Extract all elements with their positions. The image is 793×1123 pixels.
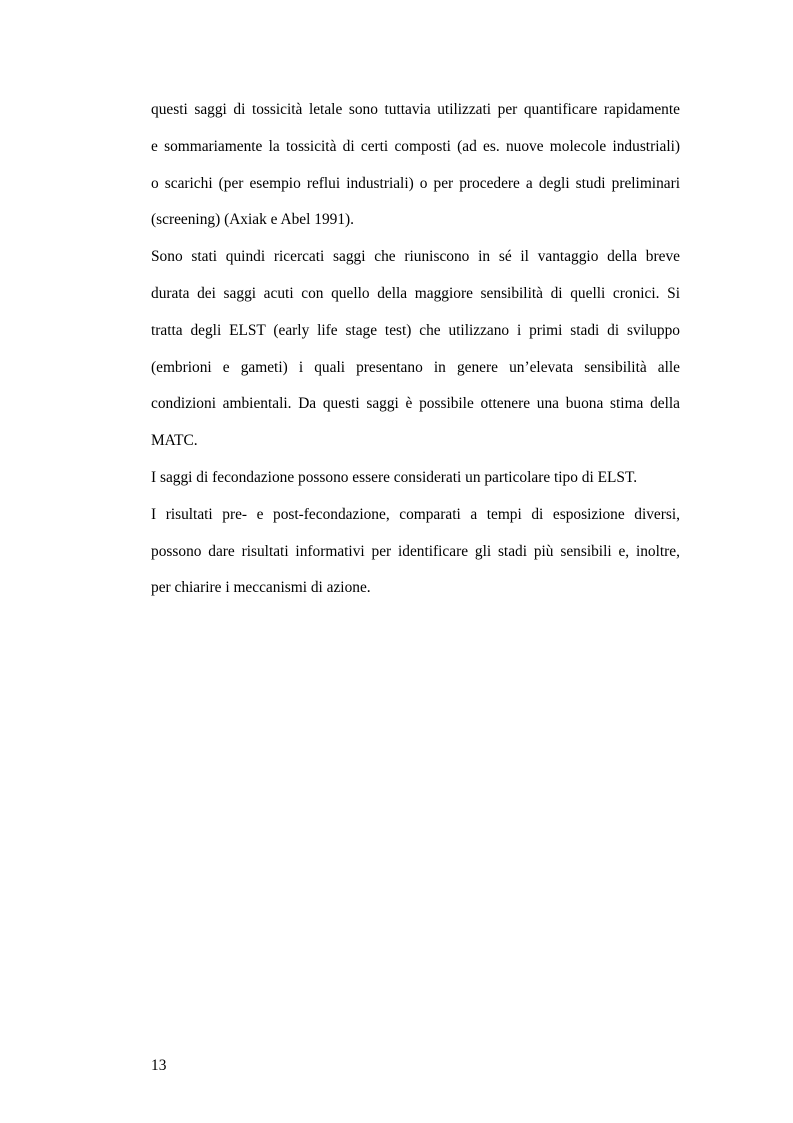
paragraph-3: [151, 460, 680, 497]
text-line: Sono stati quindi ricercati saggi che riuniscono in sé il vantaggio della breve: [151, 248, 680, 266]
text-line: I risultati pre- e post-fecondazione, comparati a tempi di esposizione diversi,: [151, 505, 680, 523]
body-text: [151, 92, 680, 607]
text-line: o scarichi (per esempio reflui industriali) o per procedere a degli studi preliminari: [151, 174, 680, 192]
text-line: (screening) (Axiak e Abel 1991).: [151, 211, 355, 229]
text-line: MATC.: [151, 432, 198, 450]
text-line: durata dei saggi acuti con quello della maggiore sensibilità di quelli cronici. Si: [151, 284, 680, 302]
paragraph-1: [151, 92, 680, 239]
page-number: 13: [151, 1057, 167, 1074]
paragraph-2: [151, 239, 680, 460]
text-line: e sommariamente la tossicità di certi composti (ad es. nuove molecole industriali): [151, 137, 680, 155]
text-line: per chiarire i meccanismi di azione.: [151, 579, 371, 597]
text-line: possono dare risultati informativi per identificare gli stadi più sensibili e, inoltre,: [151, 542, 680, 560]
text-line: I saggi di fecondazione possono essere considerati un particolare tipo di ELST.: [151, 468, 638, 486]
paragraph-4: [151, 497, 680, 607]
text-line: condizioni ambientali. Da questi saggi è possibile ottenere una buona stima della: [151, 395, 680, 413]
text-line: questi saggi di tossicità letale sono tuttavia utilizzati per quantificare rapidamente: [151, 101, 680, 118]
text-line: (embrioni e gameti) i quali presentano in genere un’elevata sensibilità alle: [151, 358, 680, 376]
text-line: tratta degli ELST (early life stage test) che utilizzano i primi stadi di sviluppo: [151, 321, 680, 339]
